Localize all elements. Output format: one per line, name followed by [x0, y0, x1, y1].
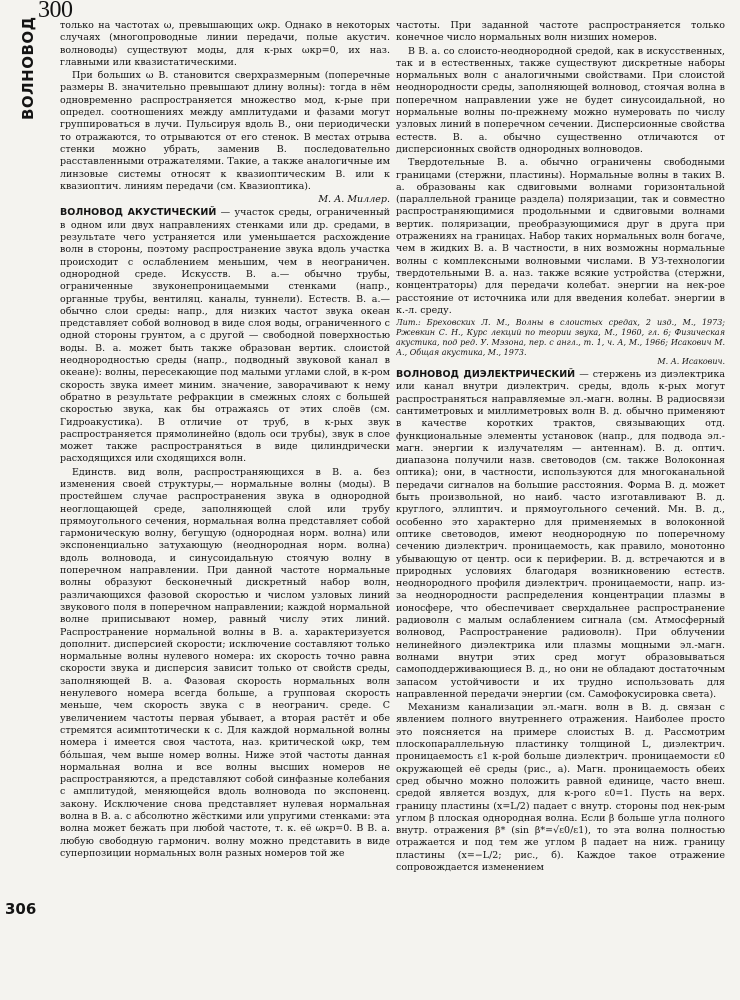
paragraph: Твердотельные В. а. обычно ограничены свободными границами (стержни, пластины). Нормальные волны в таких В. а. образованы как сдвиговыми волнами горизонтальной (параллельной границе раздела) поляризации, так и совместно распространяющимися продольными и сдвиговыми волнами вертик. поляризации, преобразующимися друг в друга при отражениях на границах. Набор таких нормальных волн богаче, чем в жидких В. а. В частности, в них возможны нормальные волны с комплексными волновыми числами. В УЗ-технологии твердотельными В. а. наз. также всякие устройства (стержни, концентраторы) для передачи колебат. энергии на нек-рое расстояние от источника или для введения колебат. энергии в к.-л. среду. — [396, 157, 725, 316]
left-column — [60, 20, 390, 990]
paragraph: — стержень из диэлектрика или канал внутри диэлектрич. среды, вдоль к-рых могут распространяться направляемые эл.-магн. волны. В радиосвязи сантиметровых и миллиметровых волн В. д. обычно применяют в качестве коротких трактов, связывающих отд. функциональные элементы установок (напр., для подвода эл.-магн. энергии к излучателям — антеннам). В. д. оптич. диапазона получили назв. световодов (см. также Волоконная оптика); они, в частности, используются для многоканальной передачи сигналов на большие расстояния. Форма В. д. может быть произвольной, но наиб. часто изготавливают В. д. круглого, эллиптич. и прямоугольного сечений. Мн. В. д., особенно это характерно для применяемых в волоконной оптике световодов, имеют неоднородную по поперечному сечению диэлектрич. проницаемость, как правило, монотонно убывающую от центр. оси к периферии. В. д. встречаются и в природных условиях благодаря возникновению естеств. неоднородного профиля диэлектрич. проницаемости, напр. из-за неоднородности распределения концентрации плазмы в ионосфере, что обеспечивает сверхдальнее распространение радиоволн с малым ослаблением сигнала (см. Атмосферный волновод, Распространение радиоволн). При облучении нелинейного диэлектрика или плазмы мощными эл.-магн. волнами внутри этих сред могут образовываться самоподдерживающиеся В. д., но они не обладают достаточным запасом устойчивости и их трудно использовать для направленной передачи энергии (см. Самофокусировка света). — [396, 369, 725, 700]
paragraph: только на частотах ω, превышающих ωкр. Однако в некоторых случаях (многопроводные линии передачи, полые акустич. волноводы) существуют моды, для к-рых ωкр=0, их наз. главными или квазистатическими. — [60, 20, 390, 68]
right-column — [396, 20, 725, 990]
paragraph: При больших ω В. становится сверхразмерным (поперечные размеры В. значительно превышают длину волны): тогда в нём одновременно распространяется множество мод, к-рые при определ. соотношениях между амплитудами и фазами могут группироваться в лучи. Пульсируя вдоль В., они периодически то отражаются, то отрываются от его стенок. В местах отрыва стенки можно убрать, заменив В. последовательно расставленными отражателями. Такие, а также аналогичные им линзовые системы относят к квазиоптическим В. или к квазиоптич. линиям передачи (см. Квазиоптика). — [60, 70, 390, 192]
paragraph: Механизм канализации эл.-магн. волн в В. д. связан с явлением полного внутреннего отражения. Наиболее просто это поясняется на примере слоистых В. д. Рассмотрим плоскопараллельную пластинку толщиной L, диэлектрич. проницаемость ε1 к-рой больше диэлектрич. проницаемости ε0 окружающей её среды (рис., а). Магн. проницаемость обеих сред обычно можно положить равной единице, часто внеш. средой является воздух, для к-рого ε0=1. Пусть на верх. границу пластины (x=L/2) падает с внутр. стороны под нек-рым углом β плоская однородная волна. Если β больше угла полного внутр. отражения β* (sin β*=√ε0/ε1), то эта волна полностью отражается и под тем же углом β падает на ниж. границу пластины (x=−L/2; рис., б). Каждое такое отражение сопровождается изменением — [396, 702, 725, 873]
paragraph: Единств. вид волн, распространяющихся в В. а. без изменения своей структуры,— нормальные волны (моды). В простейшем случае распространения звука в однородной неоглощающей среде, заполняющей слой или трубу прямоугольного сечения, нормальная волна представляет собой гармоническую волну, бегущую (однородная норм. волна) или экспоненциально затухающую (неоднородная норм. волна) вдоль волновода, и синусоидальную стоячую волну в поперечном направлении. При данной частоте нормальные волны образуют бесконечный дискретный набор волн, различающихся фазовой скоростью и числом узловых линий звукового поля в поперечном направлении; каждой нормальной волне приписывают номер, равный числу этих линий. Распространение нормальной волны в В. а. характеризуется дополнит. дисперсией скорости; исключение составляют только нормальные волны нулевого номера: их скорость точно равна скорости звука и дисперсия зависит только от свойств среды, заполняющей В. а. Фазовая скорость нормальных волн ненулевого номера всегда больше, а групповая скорость меньше, чем скорость звука c в неогранич. среде. С увеличением частоты первая убывает, а вторая растёт и обе стремятся асимптотически к c. Для каждой нормальной волны номера i имеется своя частота, наз. критической ωкр, тем бóльшая, чем выше номер волны. Ниже этой частоты данная нормальная волна и все волны высших номеров не распространяются, а представляют собой синфазные колебания с амплитудой, меняющейся вдоль волновода по экспоненц. закону. Исключение снова представляет нулевая нормальная волна в В. а. с абсолютно жёсткими или упругими стенками: эта волна может бежать при любой частоте, т. к. её ωкр=0. В В. а. любую свободную гармонич. волну можно представить в виде суперпозиции нормальных волн разных номеров той же — [60, 466, 390, 859]
paragraph: В В. а. со слоисто-неоднородной средой, как в искусственных, так и в естественных, также существуют дискретные наборы нормальных волн с аналогичными свойствами. При слоистой неоднородности среды, заполняющей волновод, стоячая волна в поперечном направлении уже не будет синусоидальной, но нормальные волны по-прежнему можно нумеровать по числу узловых линий в поперечном сечении. Дисперсионные свойства естеств. В. а. обычно существенно отличаются от дисперсионных свойств однородных волноводов. — [396, 45, 725, 155]
page-number-top: 300 — [38, 0, 73, 23]
paragraph: — участок среды, ограниченный в одном или двух направлениях стенками или др. средами, в результате чего устраняется или уменьшается расхождение волн в стороны, поэтому распространение звука вдоль участка происходит с ослаблением меньшим, чем в неограничен. однородной среде. Искусств. В. а.— обычно трубы, ограниченные звуконепроницаемыми стенками (напр., органные трубы, вентиляц. каналы, туннели). Естеств. В. а.— обычно слои среды: напр., для низких частот звука океан представляет собой волновод в виде слоя воды, ограниченного с одной стороны грунтом, а с другой — свободной поверхностью воды. В. а. может быть также образован вертик. слоистой неоднородностью среды (напр., подводный звуковой канал в океане): волны, пересекающие под малыми углами слой, в к-ром скорость звука имеет миним. значение, заворачивают к нему обратно в результате рефракции в смежных слоях с большей скоростью звука, как бы отражаясь от этих слоёв (см. Гидроакустика). В отличие от труб, в к-рых звук распространяется прямолинейно (вдоль оси трубы), звук в слое может также распространяться в виде цилиндрически расходящихся или сходящихся волн. — [60, 207, 390, 465]
article-heading: ВОЛНОВОД АКУСТИЧЕСКИЙ — [60, 207, 217, 219]
page-number-bottom: 306 — [5, 900, 37, 918]
author-signature: М. А. Миллер. — [318, 194, 390, 206]
paragraph: частоты. При заданной частоте распространяется только конечное число нормальных волн низших номеров. — [396, 20, 725, 44]
article-acoustic — [60, 207, 390, 465]
running-head: ВОЛНОВОД — [19, 16, 37, 120]
literature-block — [396, 318, 725, 367]
article-heading: ВОЛНОВОД ДИЭЛЕКТРИЧЕСКИЙ — [396, 369, 576, 381]
author-signature: М. А. Исакович. — [657, 357, 725, 367]
article-dielectric — [396, 369, 725, 701]
literature-text: Лит.: Бреховских Л. М., Волны в слоистых средах, 2 изд., М., 1973; Ржевкин С. Н., Курс лекций по теории звука, М., 1960, гл. 6; Физическая акустика, под ред. У. Мэзона, пер. с англ., т. 1, ч. А, М., 1966; Исакович М. А., Общая акустика, М., 1973. — [396, 318, 725, 357]
